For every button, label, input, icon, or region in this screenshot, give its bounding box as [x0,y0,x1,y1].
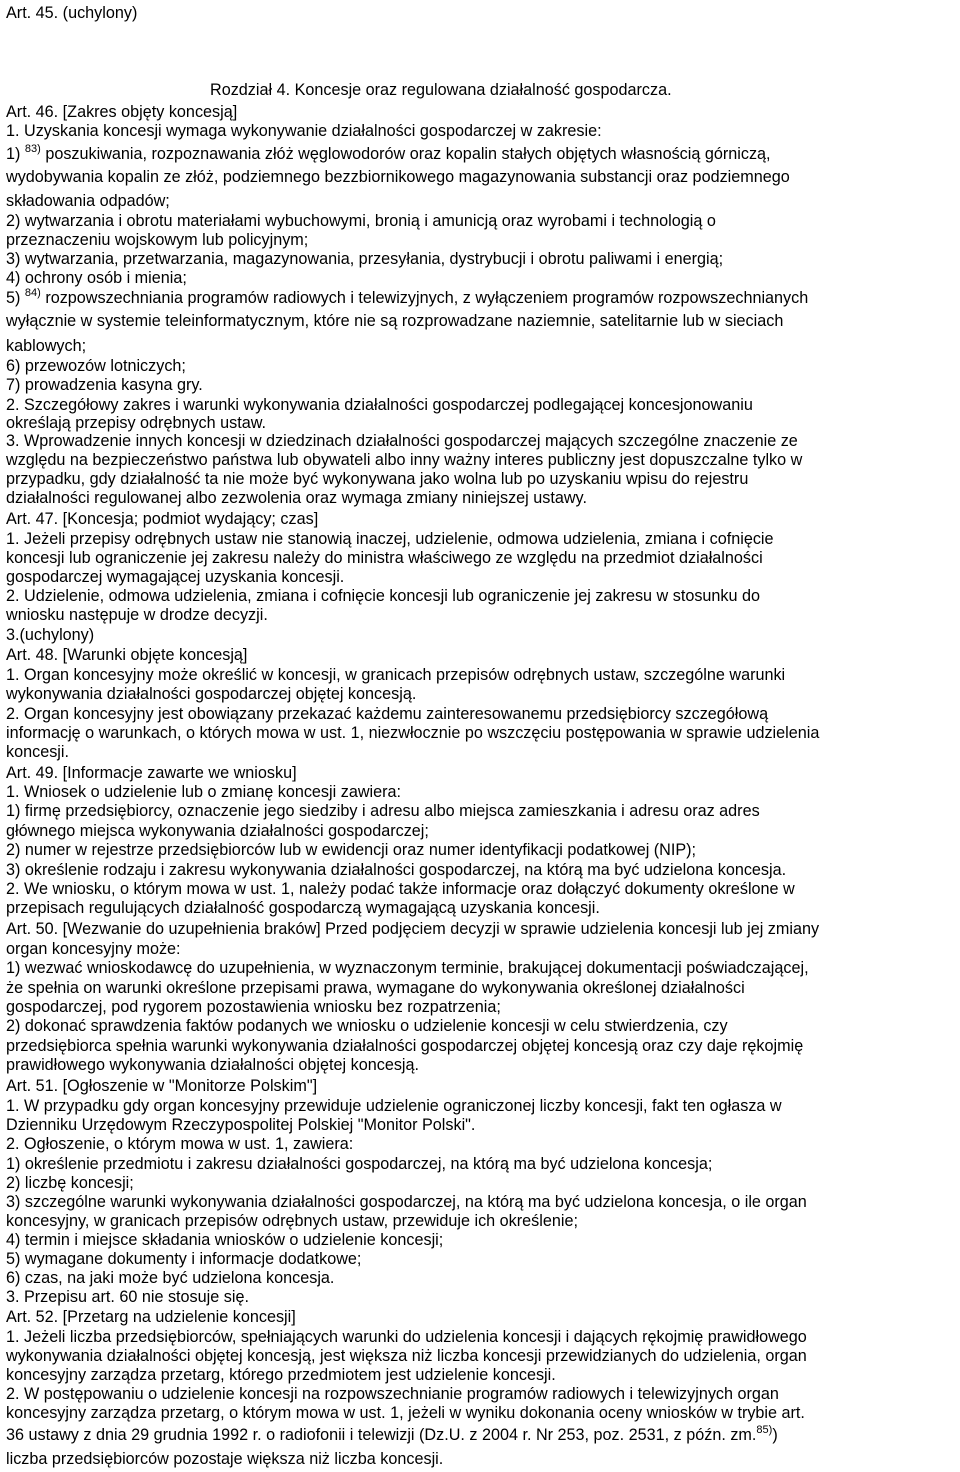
list-item-line: 3) wytwarzania, przetwarzania, magazynowania, przesyłania, dystrybucji i obrotu paliwami i energią; [6,250,724,268]
list-item-line: 3) szczególne warunki wykonywania działalności gospodarczej, na którą ma być udzielona koncesja, o ile organ [6,1193,807,1211]
article-heading-line [6,920,819,939]
article-heading: Art. 49. [Informacje zawarte we wniosku] [6,764,297,782]
article-heading: Art. 47. [Koncesja; podmiot wydający; czas] [6,510,319,528]
paragraph-line: głównego miejsca wykonywania działalności gospodarczej; [6,822,429,840]
paragraph-line: 2. Organ koncesyjny jest obowiązany przekazać każdemu zainteresowanemu przedsiębiorcy szczegółową [6,705,769,723]
list-item-line: 7) prowadzenia kasyna gry. [6,376,203,394]
list-item-line: 4) ochrony osób i mienia; [6,269,187,287]
list-item-line: 5) wymagane dokumenty i informacje dodatkowe; [6,1250,362,1268]
paragraph-line: wydobywania kopalin ze złóż, podziemnego bezzbiornikowego magazynowania substancji oraz podziemnego [6,168,790,186]
paragraph-line: 3. Wprowadzenie innych koncesji w dziedzinach działalności gospodarczej mających szczególne znaczenie ze [6,432,798,450]
paragraph-line: że spełnia on warunki określone przepisami prawa, wymagane do wykonywania określonej działalności [6,979,745,997]
paragraph-line: 2. W postępowaniu o udzielenie koncesji na rozpowszechnianie programów radiowych i telewizyjnych organ [6,1385,779,1403]
paragraph-line: względu na bezpieczeństwo państwa lub obywateli albo inny ważny interes publiczny jest dopuszczalne tylko w [6,451,803,469]
list-item-line: 6) czas, na jaki może być udzielona koncesja. [6,1269,335,1287]
paragraph-text: Przed podjęciem decyzji w sprawie udzielenia koncesji lub jej zmiany [320,920,820,938]
paragraph-line: Dzienniku Urzędowym Rzeczypospolitej Polskiej "Monitor Polski". [6,1116,476,1134]
paragraph-line: koncesyjny zarządza przetarg, którego przedmiotem jest udzielenie koncesji. [6,1366,556,1384]
paragraph-line: 1. Jeżeli przepisy odrębnych ustaw nie stanowią inaczej, udzielenie, odmowa udzielenia, zmiana i cofnięcie [6,530,774,548]
paragraph-line: 2. We wniosku, o którym mowa w ust. 1, należy podać także informacje oraz dołączyć dokumenty określone w [6,880,795,898]
list-item-line: 2) numer w rejestrze przedsiębiorców lub w ewidencji oraz numer identyfikacji podatkowej (NIP); [6,841,697,859]
paragraph-line: przepisach regulujących działalność gospodarczą wymagającą uzyskania koncesji. [6,899,600,917]
paragraph-line: kablowych; [6,337,87,355]
paragraph-line: wykonywania działalności gospodarczej objętej koncesją. [6,685,417,703]
paragraph-line: 1. Wniosek o udzielenie lub o zmianę koncesji zawiera: [6,783,401,801]
paragraph-line: gospodarczej, pod rygorem pozostawienia wniosku bez rozpatrzenia; [6,998,501,1016]
footnote-ref: 85) [756,1424,773,1436]
list-item-line: 1) wezwać wnioskodawcę do uzupełnienia, w wyznaczonym terminie, brakującej dokumentacji poświadczającej, [6,959,809,977]
list-item-line: 1) określenie przedmiotu i zakresu działalności gospodarczej, na którą ma być udzielona koncesja; [6,1155,713,1173]
paragraph-line: 1. Organ koncesyjny może określić w koncesji, w granicach przepisów odrębnych ustaw, szczególne warunki [6,666,786,684]
paragraph-line: prawidłowego wykonywania działalności objętej koncesją. [6,1056,420,1074]
paragraph-line: 3.(uchylony) [6,626,95,644]
paragraph-line: 1. Uzyskania koncesji wymaga wykonywanie działalności gospodarczej w zakresie: [6,122,602,140]
article-heading: Art. 46. [Zakres objęty koncesją] [6,103,238,121]
paragraph-line: koncesji lub ograniczenie jej zakresu należy do ministra właściwego ze względu na przedmiot działalności [6,549,763,567]
paragraph-line: organ koncesyjny może: [6,940,181,958]
paragraph-line: wyłącznie w systemie teleinformatycznym, które nie są rozprowadzane naziemnie, satelitarnie lub w sieciach [6,312,784,330]
paragraph-line: koncesyjny zarządza przetarg, o którym mowa w ust. 1, jeżeli w wyniku dokonania oceny wniosków w trybie art. [6,1404,805,1422]
paragraph-line: przeznaczeniu wojskowym lub policyjnym; [6,231,309,249]
paragraph-line: koncesji. [6,743,69,761]
list-item-line: 4) termin i miejsce składania wniosków o udzielenie koncesji; [6,1231,444,1249]
paragraph-text: 36 ustawy z dnia 29 grudnia 1992 r. o radiofonii i telewizji (Dz.U. z 2004 r. Nr 253, poz. 2531, z późn. zm. [6,1426,757,1444]
paragraph-line: liczba przedsiębiorców pozostaje większa niż liczba koncesji. [6,1450,444,1468]
paragraph-line: wniosku następuje w drodze decyzji. [6,606,268,624]
chapter-title: Rozdział 4. Koncesje oraz regulowana działalność gospodarcza. [210,81,672,99]
list-item-line: 1) firmę przedsiębiorcy, oznaczenie jego siedziby i adresu albo miejsca zamieszkania i adresu oraz adres [6,802,760,820]
article-heading: Art. 52. [Przetarg na udzielenie koncesji] [6,1308,296,1326]
list-item-line: 3) określenie rodzaju i zakresu wykonywania działalności gospodarczej, na którą ma być udzielona koncesja. [6,861,787,879]
paragraph-line: 2. Szczegółowy zakres i warunki wykonywania działalności gospodarczej podlegającej koncesjonowaniu [6,396,753,414]
paragraph-line: przedsiębiorca spełnia warunki wykonywania działalności gospodarczej objętej koncesją oraz czy daje rękojmię [6,1037,804,1055]
paragraph-line: 1. W przypadku gdy organ koncesyjny przewiduje udzielenie ograniczonej liczby koncesji, fakt ten ogłasza w [6,1097,782,1115]
paragraph-line: wykonywania działalności objętej koncesją, jest większa niż liczba koncesji przewidzianych do udzielenia, organ [6,1347,807,1365]
paragraph-line: określają przepisy odrębnych ustaw. [6,414,267,432]
list-text: poszukiwania, rozpoznawania złóż węglowodorów oraz kopalin stałych objętych własnością górniczą, [45,145,771,163]
list-item-line: 2) liczbę koncesji; [6,1174,134,1192]
paragraph-line: 2. Udzielenie, odmowa udzielenia, zmiana i cofnięcie koncesji lub ograniczenie jej zakresu w stosunku do [6,587,761,605]
list-item-line [6,289,808,308]
paragraph-line: gospodarczej wymagającej uzyskania koncesji. [6,568,345,586]
paragraph-line: 3. Przepisu art. 60 nie stosuje się. [6,1288,249,1306]
list-item-line: 6) przewozów lotniczych; [6,357,186,375]
footnote-ref: 84) [24,287,41,299]
list-item-line: 2) wytwarzania i obrotu materiałami wybuchowymi, bronią i amunicją oraz wyrobami i technologią o [6,212,716,230]
footnote-ref: 83) [24,143,41,155]
list-item-line [6,145,771,164]
paragraph-line: 1. Jeżeli liczba przedsiębiorców, spełniających warunki do udzielenia koncesji i dających rękojmię prawidłowego [6,1328,807,1346]
article-heading: Art. 48. [Warunki objęte koncesją] [6,646,248,664]
list-item-line: 2) dokonać sprawdzenia faktów podanych we wniosku o udzielenie koncesji w celu stwierdzenia, czy [6,1017,728,1035]
paragraph-line: informację o warunkach, o których mowa w ust. 1, niezwłocznie po wszczęciu postępowania w sprawie udzielenia [6,724,820,742]
article-heading: Art. 50. [Wezwanie do uzupełnienia braków] [6,920,321,938]
paragraph-line: 2. Ogłoszenie, o którym mowa w ust. 1, zawiera: [6,1135,354,1153]
article-heading: Art. 51. [Ogłoszenie w "Monitorze Polskim"] [6,1077,318,1095]
closing-paren: ) [772,1426,778,1444]
list-text: rozpowszechniania programów radiowych i telewizyjnych, z wyłączeniem programów rozpowszechnianych [45,289,809,307]
list-marker: 5) [6,289,21,307]
paragraph-line: działalności regulowanej albo zezwolenia oraz wymaga zmiany niniejszej ustawy. [6,489,587,507]
paragraph-line: koncesyjny, w granicach przepisów odrębnych ustaw, przewiduje ich określenie; [6,1212,578,1230]
paragraph-line: składowania odpadów; [6,192,170,210]
paragraph-line [6,1426,778,1445]
paragraph-line: przypadku, gdy działalność ta nie może być wykonywana jako wolna lub po uzyskaniu wpisu do rejestru [6,470,749,488]
list-marker: 1) [6,145,21,163]
article-heading: Art. 45. (uchylony) [6,4,138,22]
